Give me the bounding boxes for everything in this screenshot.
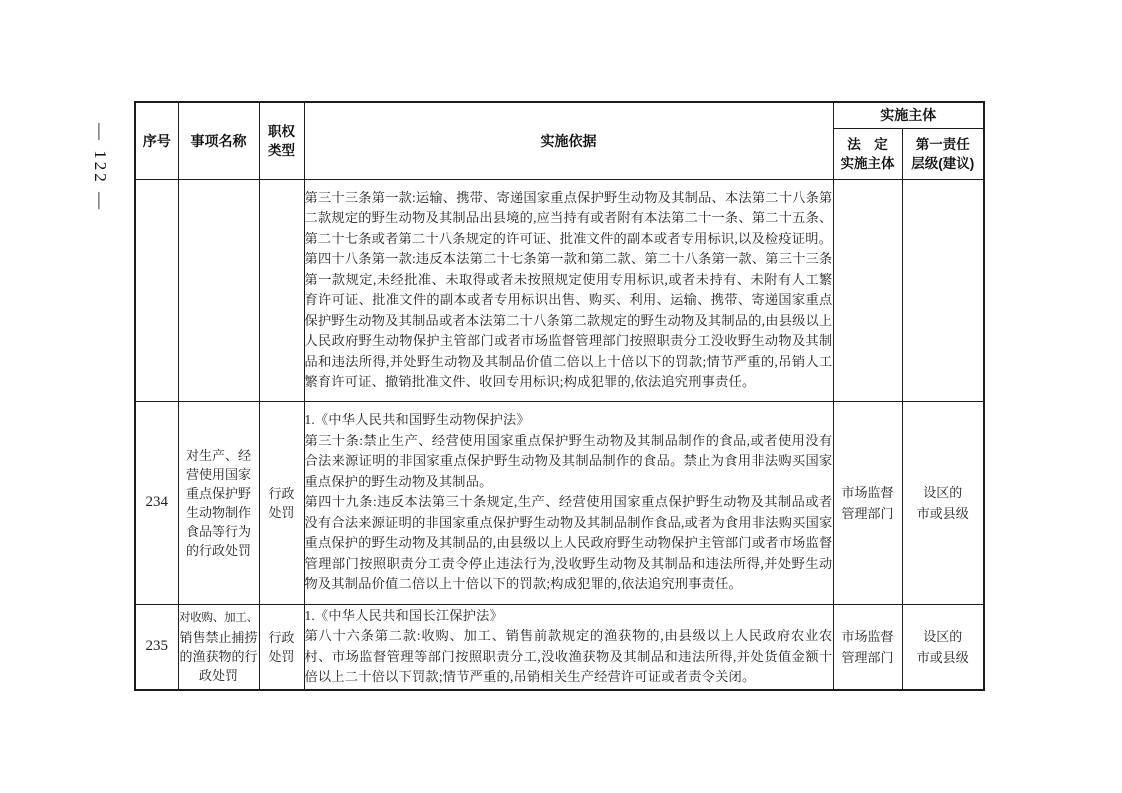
table-row	[135, 604, 984, 690]
header-authority-type-line2: 类型	[268, 142, 295, 158]
item-name-line: 食品等行为	[185, 523, 251, 539]
cell-statutory-subject	[833, 401, 902, 604]
authority-type-line: 行政	[268, 485, 295, 501]
statutory-subject-line: 市场监督	[841, 484, 894, 500]
cell-authority-type	[259, 604, 304, 690]
header-authority-type-line1: 职权	[268, 123, 295, 139]
authority-type-line: 处罚	[268, 648, 295, 664]
statutory-subject-line: 管理部门	[841, 505, 894, 521]
responsibility-level-line: 市或县级	[916, 649, 969, 665]
table-header	[135, 102, 984, 179]
cell-basis	[304, 179, 833, 401]
basis-paragraph: 第三十条:禁止生产、经营使用国家重点保护野生动物及其制品制作的食品,或者使用没有合法来源证明的非国家重点保护野生动物及其制品制作的食品。禁止为食用非法购买国家重点保护的野生动物及其制品。	[304, 432, 833, 489]
table-row	[135, 401, 984, 604]
power-list-table	[134, 101, 985, 691]
statutory-subject-line: 市场监督	[841, 628, 894, 644]
item-name-line: 的渔获物的行	[179, 648, 258, 664]
responsibility-level-line: 设区的	[923, 484, 963, 500]
authority-type-line: 处罚	[268, 504, 295, 520]
cell-responsibility-level	[902, 401, 984, 604]
cell-statutory-subject	[833, 179, 902, 401]
header-responsibility-level	[902, 128, 984, 179]
basis-paragraph: 1.《中华人民共和国野生动物保护法》	[304, 412, 530, 428]
header-seq: 序号	[135, 102, 178, 179]
cell-authority-type	[259, 179, 304, 401]
header-responsibility-level-line1: 第一责任	[915, 136, 970, 152]
header-row-1	[135, 102, 984, 128]
item-name-line: 生动物制作	[185, 504, 251, 520]
header-statutory-subject-line1: 法 定	[847, 136, 888, 152]
cell-basis	[304, 604, 833, 690]
header-statutory-subject	[833, 128, 902, 179]
responsibility-level-line: 设区的	[923, 628, 963, 644]
header-responsibility-level-line2: 层级(建议)	[911, 155, 975, 171]
responsibility-level-line: 市或县级	[916, 505, 969, 521]
basis-paragraph: 第四十九条:违反本法第三十条规定,生产、经营使用国家重点保护野生动物及其制品或者没有合法来源证明的非国家重点保护野生动物及其制品制作食品,或者为食用非法购买国家重点保护的野生动物及其制品的,由县级以上人民政府野生动物保护主管部门或者市场监督管理部门按照职责分工责令停止违法行为,没收野生动物及其制品和违法所得,并处野生动物及其制品价值二倍以上十倍以下的罚款;构成犯罪的,依法追究刑事责任。	[304, 494, 833, 592]
cell-responsibility-level	[902, 179, 984, 401]
cell-item-name	[178, 401, 259, 604]
cell-responsibility-level	[902, 604, 984, 690]
table-row	[135, 179, 984, 401]
statutory-subject-line: 管理部门	[841, 649, 894, 665]
authority-type-line: 行政	[268, 629, 295, 645]
item-name-line: 的行政处罚	[185, 542, 251, 558]
item-name-line: 政处罚	[198, 667, 238, 683]
cell-item-name	[178, 179, 259, 401]
table-body	[135, 179, 984, 690]
item-name-line: 对生产、经	[185, 447, 251, 463]
header-authority-type	[259, 102, 304, 179]
cell-seq: 234	[135, 401, 178, 604]
item-name-line: 销售禁止捕捞	[179, 629, 258, 645]
cell-seq: 235	[135, 604, 178, 690]
item-name-line: 重点保护野	[185, 485, 251, 501]
basis-paragraph: 1.《中华人民共和国长江保护法》	[304, 607, 504, 623]
item-name-line: 对收购、加工、	[178, 611, 259, 624]
header-item-name: 事项名称	[178, 102, 259, 179]
page-number: — 122 —	[91, 122, 110, 212]
cell-authority-type	[259, 401, 304, 604]
cell-statutory-subject	[833, 604, 902, 690]
basis-paragraph: 第八十六条第二款:收购、加工、销售前款规定的渔获物的,由县级以上人民政府农业农村、市场监督管理等部门按照职责分工,没收渔获物及其制品和违法所得,并处货值金额十倍以上二十倍以下罚款;情节严重的,吊销相关生产经营许可证或者责令关闭。	[304, 628, 833, 685]
item-name-line: 营使用国家	[185, 466, 251, 482]
header-basis: 实施依据	[304, 102, 833, 179]
basis-paragraph: 第三十三条第一款:运输、携带、寄递国家重点保护野生动物及其制品、本法第二十八条第二款规定的野生动物及其制品出县境的,应当持有或者附有本法第二十一条、第二十五条、第二十七条或者第二十八条规定的许可证、批准文件的副本或者专用标识,以及检疫证明。	[304, 189, 833, 246]
cell-basis	[304, 401, 833, 604]
header-subject-group: 实施主体	[833, 102, 984, 128]
header-statutory-subject-line2: 实施主体	[840, 155, 895, 171]
cell-seq	[135, 179, 178, 401]
basis-paragraph: 第四十八条第一款:违反本法第二十七条第一款和第二款、第二十八条第一款、第三十三条第一款规定,未经批准、未取得或者未按照规定使用专用标识,或者未持有、未附有人工繁育许可证、批准文件的副本或者专用标识出售、购买、利用、运输、携带、寄递国家重点保护野生动物及其制品或者本法第二十八条第二款规定的野生动物及其制品的,由县级以上人民政府野生动物保护主管部门或者市场监督管理部门按照职责分工没收野生动物及其制品和违法所得,并处野生动物及其制品价值二倍以上十倍以下的罚款;情节严重的,吊销人工繁育许可证、撤销批准文件、收回专用标识;构成犯罪的,依法追究刑事责任。	[304, 251, 833, 389]
cell-item-name	[178, 604, 259, 690]
